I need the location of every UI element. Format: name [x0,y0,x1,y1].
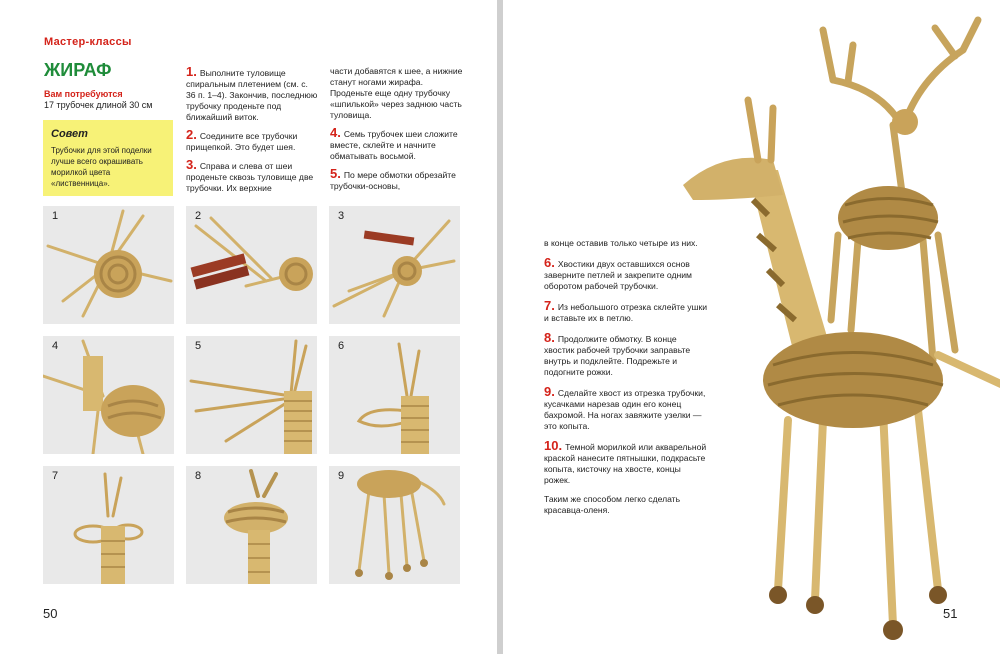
photo-number: 2 [195,210,202,222]
steps-column-1 [186,66,318,200]
step-photo-3 [329,206,460,324]
step-text: Из небольшого отрезка склейте ушки и вставьте их в петлю. [544,302,708,323]
legs-and-tail-image [329,466,460,584]
tip-title: Совет [51,128,88,140]
steps-column-3 [544,238,709,524]
step-8 [544,332,709,378]
clothespin-image [186,206,317,324]
materials-label: Вам потребуются [44,89,123,99]
step-number: 7. [544,298,555,313]
step-text: в конце оставив только четыре из них. [544,238,698,248]
photo-number: 1 [52,210,59,222]
section-label: Мастер-классы [44,36,132,48]
step-photo-4 [43,336,174,454]
step-7 [544,300,709,324]
page-title: ЖИРАФ [44,60,112,80]
step-number: 1. [186,64,197,79]
step-photo-5 [186,336,317,454]
step-text: Семь трубочек шеи сложите вместе, склейте и начните обматывать восьмой. [330,129,458,161]
step-text: Таким же способом легко сделать красавца-оленя. [544,494,681,515]
step-2 [186,129,318,153]
coiled-body-image [43,206,174,324]
step-text: Соедините все трубочки прищепкой. Это будет шея. [186,131,298,152]
photo-number: 4 [52,340,59,352]
right-page [503,0,1000,654]
step-1 [186,66,318,123]
step-photo-8 [186,466,317,584]
step-number: 3. [186,157,197,172]
threaded-straws-image [329,206,460,324]
step-text: Продолжите обмотку. В конце хвостик рабочей трубочки заправьте внутрь и подклейте. Подрежьте и подогните рожки. [544,334,691,377]
step-5 [330,168,465,192]
step-number: 5. [330,166,341,181]
step-text: Хвостики двух оставшихся основ заверните петлей и закрепите одним оборотом рабочей трубочки. [544,259,692,291]
wrapped-neck-image [43,336,174,454]
tip-box [43,120,173,196]
materials-value: 17 трубочек длиной 30 см [44,100,153,110]
step-photo-7 [43,466,174,584]
closing-note [544,494,709,516]
step-text: Справа и слева от шеи проденьте сквозь туловище две трубочки. Их верхние [186,161,314,193]
trimmed-neck-image [186,336,317,454]
tip-text: Трубочки для этой поделки лучше всего окрашивать морилкой цвета «лиственница». [51,146,152,188]
looped-straws-image [329,336,460,454]
page-number-left: 50 [43,606,58,621]
photo-number: 8 [195,470,202,482]
step-photo-1 [43,206,174,324]
step-3 [186,159,318,194]
photo-number: 7 [52,470,59,482]
step-photo-2 [186,206,317,324]
steps-column-2 [330,66,465,198]
step-photo-6 [329,336,460,454]
step-10 [544,440,709,486]
step-9 [544,386,709,432]
step-number: 9. [544,384,555,399]
step-text: Сделайте хвост из отрезка трубочки, кусачками нарезав один его конец бахромой. На ногах завяжите узелки — это копыта. [544,388,706,431]
deer-figure [823,20,978,360]
step-number: 2. [186,127,197,142]
photo-number: 9 [338,470,345,482]
step-text: По мере обмотки обрезайте трубочки-основы, [330,170,456,191]
photo-number: 3 [338,210,345,222]
giraffe-figure [683,100,1000,640]
step-text: части добавятся к шее, а нижние станут ногами жирафа. Проденьте еще одну трубочку «шпилькой» через заднюю часть туловища. [330,66,463,120]
step-4 [330,127,465,162]
ears-loop-image [43,466,174,584]
step-6 [544,257,709,292]
step-text: Темной морилкой или акварельной краской нанесите пятнышки, подкрасьте копыта, кисточку на хвосте, концы рожек. [544,442,707,485]
photo-number: 5 [195,340,202,352]
step-3-continued [330,66,465,121]
step-number: 8. [544,330,555,345]
step-number: 10. [544,438,563,453]
step-number: 6. [544,255,555,270]
step-photo-9 [329,466,460,584]
step-5-continued [544,238,709,249]
photo-number: 6 [338,340,345,352]
page-number-right: 51 [943,606,958,621]
step-number: 4. [330,125,341,140]
step-text: Выполните туловище спиральным плетением (см. с. 36 п. 1–4). Закончив, последнюю трубочку проденьте под ближайший виток. [186,68,318,122]
head-wrapped-image [186,466,317,584]
left-page [0,0,497,654]
